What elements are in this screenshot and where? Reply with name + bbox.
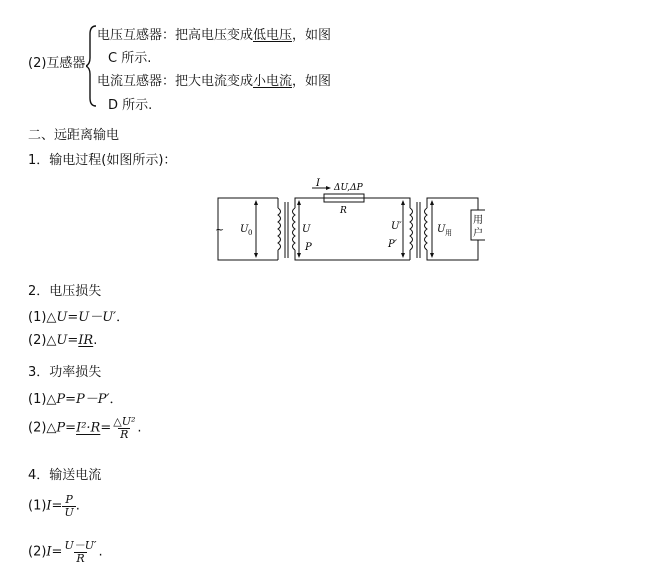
label-u0: U bbox=[240, 224, 249, 235]
heading-voltage-loss: 2．电压损失 bbox=[28, 284, 102, 299]
fraction-du-over-r: $\frac{U-U'}{R}$ bbox=[64, 539, 97, 565]
power-loss-formula-1: (1)△P=P－P′． bbox=[28, 392, 123, 407]
voltage-loss-formula-2: (2)△U=IR. bbox=[28, 333, 98, 348]
user-load-top: 用 bbox=[473, 215, 483, 226]
fraction-du2-over-r: $\frac{\text{△U²}}{R}$ bbox=[113, 415, 136, 441]
voltage-loss-formula-1: (1)△U=U－U′． bbox=[28, 310, 130, 325]
user-load-bottom: 户 bbox=[473, 228, 483, 239]
label-p-prime: P′ bbox=[388, 239, 397, 250]
answer-i2r: I²·R bbox=[76, 420, 101, 436]
transmission-circuit-diagram bbox=[210, 178, 485, 268]
voltage-transformer-line: 电压互感器：把高电压变成低电压，如图 bbox=[97, 28, 332, 43]
answer-small-current: 小电流 bbox=[253, 74, 293, 89]
label-loss: ΔU,ΔP bbox=[334, 183, 363, 193]
label-u0-sub: 0 bbox=[248, 229, 253, 237]
answer-low-voltage: 低电压 bbox=[253, 28, 293, 43]
label-u-user-sub: 用 bbox=[445, 229, 452, 237]
answer-ir: IR bbox=[78, 333, 94, 348]
ac-source-symbol: ~ bbox=[215, 223, 225, 236]
heading-power-loss: 3．功率损失 bbox=[28, 365, 102, 380]
heading-transmission-process: 1．输电过程(如图所示)： bbox=[28, 153, 177, 168]
label-resistor: R bbox=[340, 206, 347, 216]
ct-figure-ref: D 所示. bbox=[108, 98, 153, 113]
transformer-item-label: (2)互感器 bbox=[28, 56, 86, 71]
label-u-user: U bbox=[437, 224, 446, 235]
current-transformer-line: 电流互感器：把大电流变成小电流，如图 bbox=[97, 74, 332, 89]
label-u: U bbox=[302, 224, 311, 235]
current-formula-2: (2)I= $\frac{U-U'}{R}$ . bbox=[28, 539, 103, 565]
power-loss-formula-2: (2)△P=I²·R= $\frac{\text{△U²}}{R}$ . bbox=[28, 415, 142, 441]
current-formula-1: (1)I= $\frac{P}{U}$ . bbox=[28, 493, 80, 519]
label-u-prime: U′ bbox=[391, 221, 402, 232]
label-p: P bbox=[305, 242, 312, 253]
fraction-p-over-u: $\frac{P}{U}$ bbox=[64, 493, 74, 519]
label-current: I bbox=[316, 178, 320, 189]
heading-transmission-current: 4．输送电流 bbox=[28, 468, 102, 483]
vt-figure-ref: C 所示. bbox=[108, 51, 152, 66]
section-title: 二、远距离输电 bbox=[28, 128, 120, 143]
